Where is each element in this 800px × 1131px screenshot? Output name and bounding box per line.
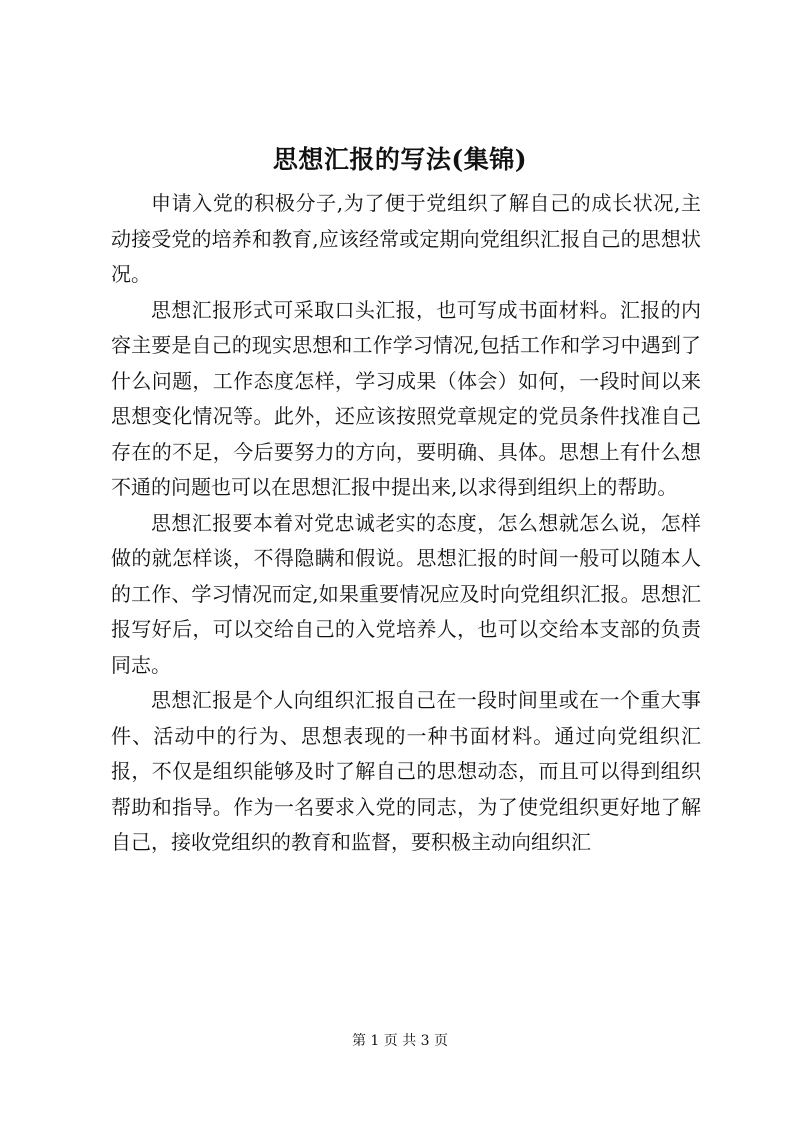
document-body [111, 186, 701, 861]
page-footer: 第 1 页 共 3 页 [351, 1033, 449, 1049]
document-title: 思想汇报的写法(集锦) [272, 145, 528, 174]
paragraph-1: 申请入党的积极分子,为了便于党组织了解自己的成长状况,主动接受党的培养和教育,应该经常或定期向党组织汇报自己的思想状况。 [111, 191, 701, 286]
paragraph-2: 思想汇报形式可采取口头汇报，也可写成书面材料。汇报的内容主要是自己的现实思想和工作学习情况,包括工作和学习中遇到了什么问题，工作态度怎样，学习成果（体会）如何，一段时间以来思想变化情况等。此外，还应该按照党章规定的党员条件找准自己存在的不足，今后要努力的方向，要明确、具体。思想上有什么想不通的问题也可以在思想汇报中提出来,以求得到组织上的帮助。 [111, 297, 701, 499]
paragraph-3: 思想汇报要本着对党忠诚老实的态度，怎么想就怎么说，怎样做的就怎样谈，不得隐瞒和假说。思想汇报的时间一般可以随本人的工作、学习情况而定,如果重要情况应及时向党组织汇报。思想汇报写好后，可以交给自己的入党培养人，也可以交给本支部的负责同志。 [111, 510, 701, 677]
paragraph-4: 思想汇报是个人向组织汇报自己在一段时间里或在一个重大事件、活动中的行为、思想表现的一种书面材料。通过向党组织汇报，不仅是组织能够及时了解自己的思想动态，而且可以得到组织帮助和指导。作为一名要求入党的同志，为了使党组织更好地了解自己，接收党组织的教育和监督，要积极主动向组织汇 [111, 688, 701, 854]
